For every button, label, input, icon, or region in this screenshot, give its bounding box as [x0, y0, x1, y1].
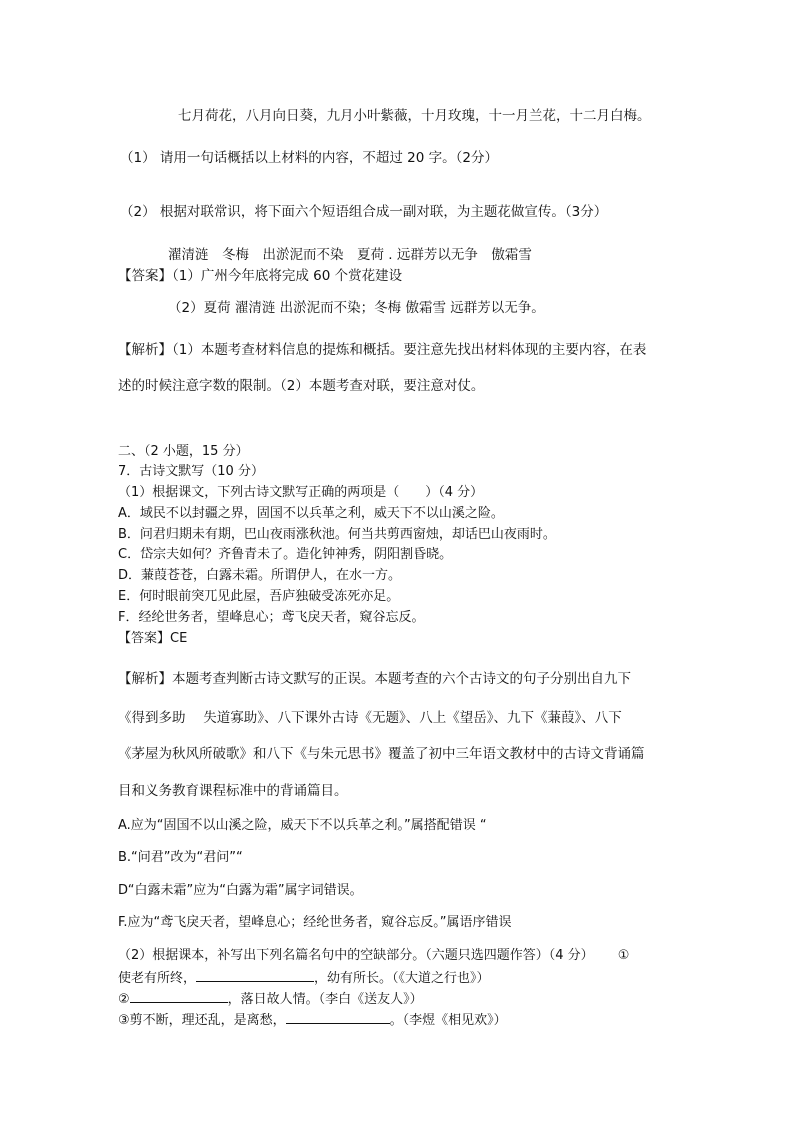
question-1: （1） 请用一句话概括以上材料的内容，不超过 20 字。（2分） — [120, 150, 498, 166]
option-e: E．何时眼前突兀见此屋，吾庐独破受冻死亦足。 — [118, 589, 400, 604]
analysis-1 — [118, 340, 646, 360]
fill-text: ③剪不断，理还乱，是离愁， — [118, 1013, 286, 1028]
fill-text: 。（李煜《相见欢》） — [389, 1013, 507, 1028]
fill-line-3 — [118, 1009, 507, 1031]
correction-a: A.应为“固国不以山溪之险，威天下不以兵革之利。”属搭配错误 “ — [118, 818, 487, 833]
fill-text: ，幼有所长。（《大道之行也》） — [314, 971, 490, 986]
flowers-line: 七月荷花，八月向日葵，九月小叶紫薇，十月玫瑰，十一月兰花，十二月白梅。 — [178, 108, 651, 124]
option-f: F．经纶世务者，望峰息心；鸢飞戾天者，窥谷忘反。 — [118, 610, 425, 625]
fill-text: ，落日故人情。（李白《送友人》） — [227, 992, 423, 1007]
option-b: B．问君归期未有期，巴山夜雨涨秋池。何当共剪西窗烛，却话巴山夜雨时。 — [118, 527, 556, 542]
correction-f: F.应为“鸢飞戾天者，望峰息心；经纶世务者，窥谷忘反。”属语序错误 — [118, 915, 512, 930]
fill-line-2 — [118, 988, 423, 1010]
analysis-label: 【解析】 — [118, 671, 172, 687]
analysis-2-line-1: 本题考查判断古诗文默写的正误。本题考查的六个古诗文的句子分别出自九下 — [172, 671, 631, 687]
answer-line-1: （1）广州今年底将完成 60 个赏花建设 — [172, 268, 403, 284]
option-d: D．蒹葭苍苍，白露未霜。所谓伊人，在水一方。 — [118, 568, 402, 583]
question-7-1: （1）根据课文，下列古诗文默写正确的两项是（ ）（4 分） — [118, 485, 484, 500]
analysis-2-line-4: 目和义务教育课程标准中的背诵篇目。 — [118, 783, 348, 799]
answer-label: 【答案】 — [118, 631, 171, 646]
fill-blank-2[interactable] — [130, 988, 228, 1003]
analysis-line-1: （1）本题考查材料信息的提炼和概括。要注意先找出材料体现的主要内容，在表 — [172, 342, 647, 358]
answer-label: 【答案】 — [118, 268, 172, 284]
fill-line-1 — [118, 967, 490, 989]
option-c: C．岱宗夫如何？齐鲁青未了。造化钟神秀，阴阳割昏晓。 — [118, 547, 453, 562]
answer-line-2: （2）夏荷 濯清涟 出淤泥而不染；冬梅 傲霜雪 远群芳以无争。 — [168, 300, 545, 316]
fill-text: 使老有所终， — [118, 971, 197, 986]
circle-number-2: ② — [118, 992, 130, 1007]
answer-2 — [118, 629, 187, 649]
answer-1 — [118, 266, 402, 286]
answer-value: CE — [170, 631, 188, 646]
correction-d: D“白露未霜”应为“白露为霜”属字词错误。 — [118, 883, 363, 898]
question-2: （2） 根据对联常识，将下面六个短语组合成一副对联，为主题花做宣传。（3分） — [120, 204, 608, 220]
fill-blank-3[interactable] — [286, 1009, 390, 1024]
analysis-2-line-2: 《得到多助 失道寡助》、八下课外古诗《无题》、八上《望岳》、九下《蒹葭》、八下 — [118, 710, 622, 726]
analysis-2 — [118, 669, 631, 689]
section-heading: 二、（2 小题，15 分） — [118, 444, 249, 459]
analysis-label: 【解析】 — [118, 342, 172, 358]
correction-b: B.“问君”改为“君问”“ — [118, 850, 243, 865]
analysis-line-2: 述的时候注意字数的限制。（2）本题考查对联，要注意对仗。 — [118, 378, 485, 394]
fill-blank-1[interactable] — [196, 967, 314, 982]
question-7: 7．古诗文默写（10 分） — [118, 464, 264, 479]
circle-number-1: ① — [617, 948, 630, 963]
fill-instruction — [118, 946, 629, 966]
phrase-list: 濯清涟 冬梅 出淤泥而不染 夏荷 . 远群芳以无争 傲霜雪 — [168, 247, 532, 263]
analysis-2-line-3: 《茅屋为秋风所破歌》和八下《与朱元思书》覆盖了初中三年语文教材中的古诗文背诵篇 — [118, 746, 645, 762]
option-a: A．域民不以封疆之界，固国不以兵革之利，威天下不以山溪之险。 — [118, 506, 504, 521]
fill-instruction-text: （2）根据课本，补写出下列名篇名句中的空缺部分。（六题只选四题作答）（4 分） — [118, 948, 594, 963]
